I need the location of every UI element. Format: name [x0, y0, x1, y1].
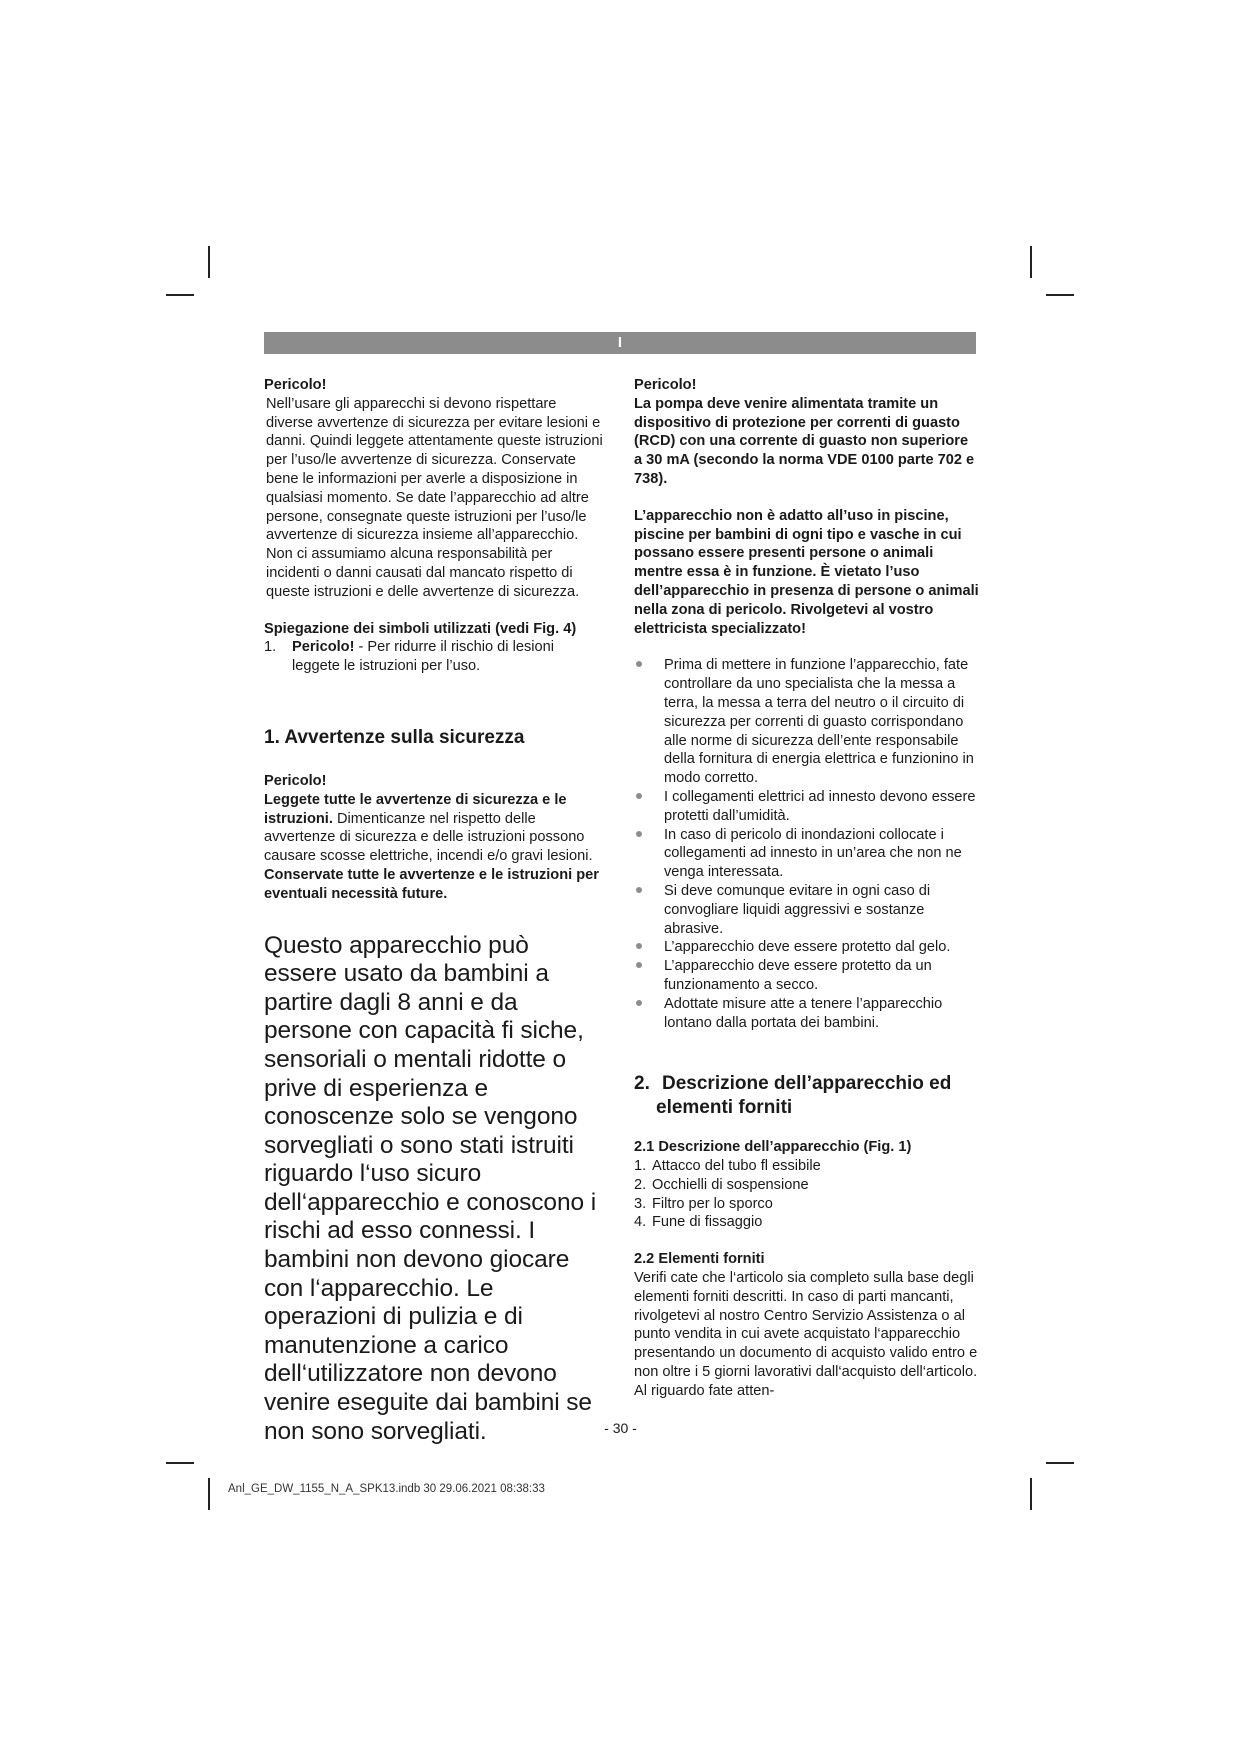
item-text: Occhielli di sospensione [652, 1176, 809, 1193]
list-item [634, 1213, 979, 1232]
crop-mark [208, 1478, 210, 1510]
symbols-list [264, 638, 604, 676]
item-number: 1. [634, 1158, 647, 1175]
bullet-item: In caso di pericolo di inondazioni collocate i collegamenti ad innesto in un’area che non ne venga interessata. [634, 826, 979, 882]
language-header-bar [264, 332, 976, 354]
section-1-title: 1. Avvertenze sulla sicurezza [264, 726, 525, 748]
language-code: I [617, 334, 623, 351]
list-item [634, 1176, 979, 1195]
left-column [264, 376, 604, 1446]
item-number: 4. [634, 1214, 647, 1231]
item-text: - Per ridurre il rischio di lesioni leggete le istruzioni per l’uso. [292, 639, 554, 675]
danger-heading: Pericolo! [264, 377, 327, 393]
parts-list [634, 1157, 979, 1232]
danger2-keep: Conservate tutte le avvertenze e le istruzioni per eventuali necessità future. [264, 866, 599, 902]
rcd-text: La pompa deve venire alimentata tramite un dispositivo di protezione per correnti di guasto (RCD) con una corrente di guasto non superiore a 30 mA (secondo la norma VDE 0100 parte 702 e 738). [634, 395, 975, 487]
list-item [264, 638, 604, 676]
item-text: Attacco del tubo fl essibile [652, 1158, 821, 1175]
item-bold: Pericolo! [292, 639, 355, 656]
crop-mark [208, 246, 210, 278]
crop-mark [1030, 1478, 1032, 1510]
section-2-number: 2. [634, 1073, 650, 1095]
page-number: - 30 - [604, 1420, 637, 1436]
crop-mark [1046, 294, 1074, 296]
bullet-item: L’apparecchio deve essere protetto dal gelo. [634, 938, 979, 957]
crop-mark [166, 294, 194, 296]
crop-mark [1046, 1462, 1074, 1464]
list-item [634, 1157, 979, 1176]
bullet-item: I collegamenti elettrici ad innesto devono essere protetti dall’umidità. [634, 788, 979, 826]
bullet-item: Prima di mettere in funzione l’apparecchio, fate controllare da uno specialista che la messa a terra, la messa a terra del neutro o il circuito di sicurezza per correnti di guasto corrispondano alle norme di sicurezza dell’ente responsabile della fornitura di energia elettrica e funzionino in modo corretto. [634, 656, 979, 788]
item-text: Filtro per lo sporco [652, 1195, 773, 1212]
bullet-item: Si deve comunque evitare in ogni caso di convogliare liquidi aggressivi e sostanze abrasive. [634, 882, 979, 938]
danger2-text: Dimenticanze nel rispetto delle avvertenze di sicurezza e delle istruzioni possono causare scosse elettriche, incendi e/o gravi lesioni. [264, 810, 593, 865]
danger-text: Nell’usare gli apparecchi si devono rispettare diverse avvertenze di sicurezza per evitare lesioni e danni. Quindi leggete attentamente queste istruzioni per l’uso/le avvertenze di sicurezza. Conservate bene le informazioni per averle a disposizione in qualsiasi momento. Se date l’apparecchio ad altre persone, consegnate queste istruzioni per l’uso/le avvertenze di sicurezza insieme all’apparecchio. Non ci assumiamo alcuna responsabilità per incidenti o danni causati dal mancato rispetto di queste istruzioni e delle avvertenze di sicurezza. [266, 395, 603, 600]
right-column [634, 376, 979, 1401]
bullet-item: L’apparecchio deve essere protetto da un funzionamento a secco. [634, 957, 979, 995]
right-danger-heading: Pericolo! [634, 377, 697, 393]
danger2-body [264, 791, 604, 866]
item-number: 2. [634, 1176, 647, 1193]
section-2-text: Descrizione dell’apparecchio ed elementi forniti [656, 1073, 952, 1119]
safety-bullet-list [634, 656, 979, 1032]
bullet-item: Adottate misure atte a tenere l’apparecchio lontano dalla portata dei bambini. [634, 995, 979, 1033]
crop-mark [1030, 246, 1032, 278]
subsection-2-2-title: 2.2 Elementi forniti [634, 1251, 765, 1268]
print-footer: Anl_GE_DW_1155_N_A_SPK13.indb 30 29.06.2021 08:38:33 [228, 1483, 545, 1495]
supplied-items-text: Verifi cate che l‘articolo sia completo sulla base degli elementi forniti descritti. In caso di parti mancanti, rivolgetevi al nostro Centro Servizio Assistenza o al punto vendita in cui avete acquistato l‘apparecchio presentando un documento di acquisto valido entro e non oltre i 5 giorni lavorativi dall‘acquisto dell‘articolo. Al riguardo fate atten- [634, 1270, 978, 1399]
pool-text: L’apparecchio non è adatto all’uso in piscine, piscine per bambini di ogni tipo e vasche in cui possano essere presenti persone o animali mentre essa è in funzione. È vietato l’uso dell’apparecchio in presenza di persone o animali nella zona di pericolo. Rivolgetevi al vostro elettricista specializzato! [634, 507, 979, 637]
danger2-bold: Leggete tutte le avvertenze di sicurezza e le istruzioni. [264, 791, 567, 827]
item-number: 3. [634, 1195, 647, 1212]
item-number: 1. [264, 639, 277, 656]
symbols-heading: Spiegazione dei simboli utilizzati (vedi Fig. 4) [264, 620, 577, 637]
crop-mark [166, 1462, 194, 1464]
item-text: Fune di fissaggio [652, 1214, 763, 1231]
list-item [634, 1195, 979, 1214]
danger2-heading: Pericolo! [264, 772, 327, 789]
children-warning: Questo apparecchio può essere usato da bambini a partire dagli 8 anni e da persone con capacità fi siche, sensoriali o mentali ridotte o prive di esperienza e conoscenze solo se vengono sorvegliati o sono stati istruiti riguardo l‘uso sicuro dell‘apparecchio e conoscono i rischi ad esso connessi. I bambini non devono giocare con l‘apparecchio. Le operazioni di pulizia e di manutenzione a carico dell‘utilizzatore non devono venire eseguite dai bambini se non sono sorvegliati. [264, 931, 597, 1445]
section-2-title [634, 1072, 979, 1120]
subsection-2-1-title: 2.1 Descrizione dell’apparecchio (Fig. 1) [634, 1139, 912, 1156]
